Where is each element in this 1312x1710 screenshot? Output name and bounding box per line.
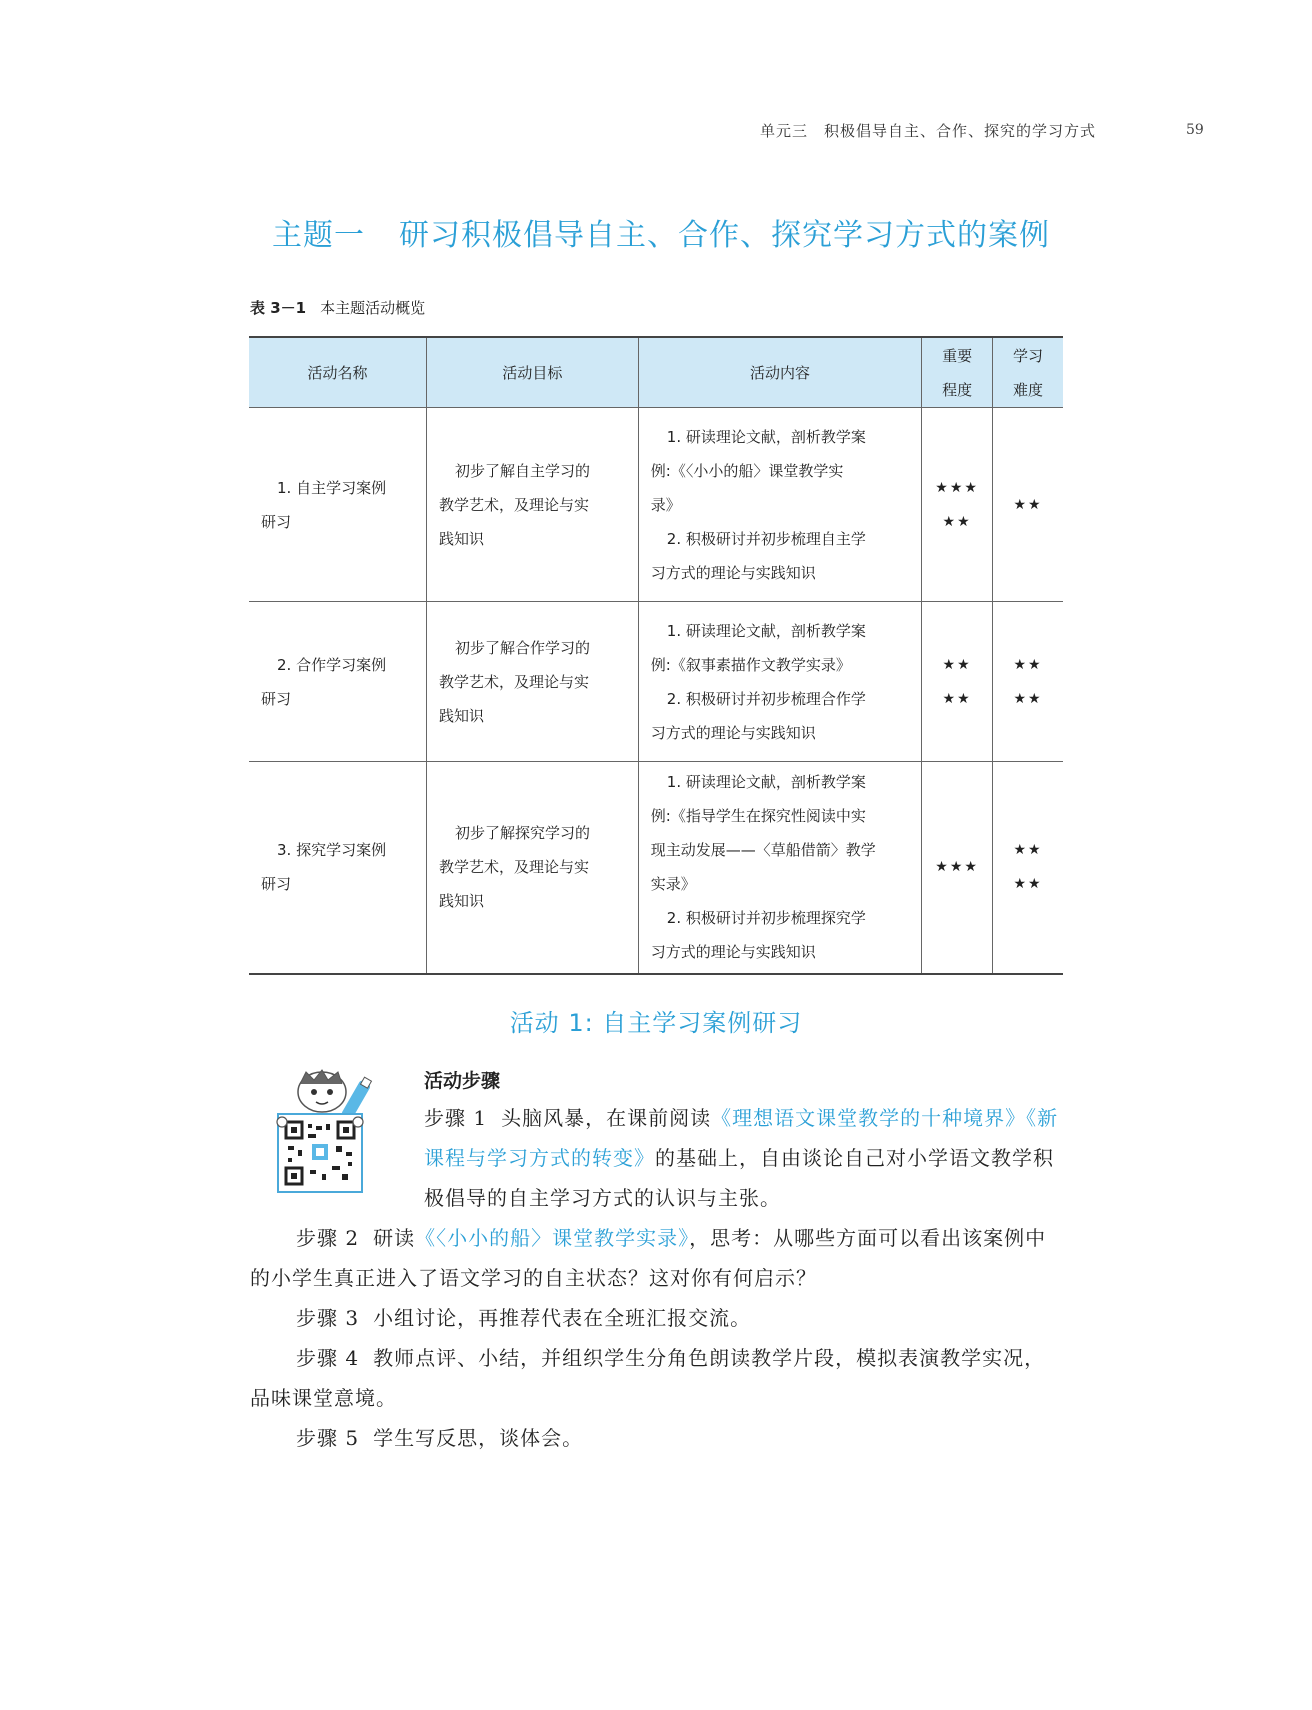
- header-importance-line1: 重要: [942, 346, 973, 365]
- row-name-line: 1. 自主学习案例: [277, 478, 387, 497]
- row-content-line: 1. 研读理论文献，剖析教学案: [666, 773, 866, 792]
- difficulty-stars: ★★: [1013, 876, 1043, 893]
- row-content-line: 2. 积极研讨并初步梳理合作学: [666, 689, 866, 708]
- theme-title: [272, 210, 1050, 254]
- row-name: [249, 602, 427, 762]
- header-difficulty-line2: 难度: [1013, 380, 1044, 399]
- step-3: [250, 1298, 1062, 1338]
- mascot-qr-code-icon[interactable]: [270, 1066, 380, 1196]
- row-goal: [427, 762, 639, 974]
- table-row: [249, 408, 1063, 602]
- step-1-text-a: 头脑风暴，在课前阅读: [501, 1106, 712, 1130]
- row-goal-line: 初步了解自主学习的: [455, 461, 591, 480]
- difficulty-stars: ★★: [1013, 496, 1043, 513]
- row-name-line: 3. 探究学习案例: [277, 841, 387, 860]
- difficulty-stars: ★★: [1013, 656, 1043, 673]
- page-number: 59: [1186, 122, 1204, 138]
- table-caption-title: 本主题活动概览: [320, 299, 426, 317]
- row-goal-line: 践知识: [439, 529, 485, 548]
- row-content-line: 习方式的理论与实践知识: [650, 943, 816, 962]
- row-content-line: 1. 研读理论文献，剖析教学案: [666, 621, 866, 640]
- row-content-line: 例:《〈小小的船〉课堂教学实: [650, 461, 844, 480]
- table-row: [249, 762, 1063, 974]
- row-importance: [922, 602, 993, 762]
- header-goal: 活动目标: [427, 337, 639, 408]
- theme-label: 主题一: [272, 218, 365, 253]
- row-difficulty: [993, 762, 1063, 974]
- row-difficulty: [993, 408, 1063, 602]
- row-goal-line: 初步了解探究学习的: [455, 824, 591, 843]
- row-content-line: 实录》: [650, 875, 696, 894]
- step-1-text-b: 的基础上，自由谈论自己对小学语文教学积极倡导的自主学习方式的认识与主张。: [424, 1146, 1054, 1210]
- difficulty-stars: ★★: [1013, 690, 1043, 707]
- row-goal-line: 践知识: [439, 706, 485, 725]
- row-content: [638, 408, 921, 602]
- importance-stars: ★★: [942, 690, 972, 707]
- table-header-row: [249, 337, 1063, 408]
- row-goal-line: 践知识: [439, 892, 485, 911]
- step-2-text-a: 研读: [373, 1226, 416, 1250]
- row-goal-line: 教学艺术，及理论与实: [439, 858, 590, 877]
- row-content: [638, 762, 921, 974]
- row-content-line: 录》: [650, 495, 681, 514]
- row-goal: [427, 408, 639, 602]
- step-4-text: 教师点评、小结，并组织学生分角色朗读教学片段，模拟表演教学实况，品味课堂意境。: [250, 1346, 1046, 1410]
- row-content-line: 现主动发展——〈草船借箭〉教学: [650, 841, 876, 860]
- importance-stars: ★★★: [935, 479, 979, 496]
- row-name: [249, 408, 427, 602]
- table-row: [249, 602, 1063, 762]
- header-content: 活动内容: [638, 337, 921, 408]
- step-4-label: 步骤 4: [296, 1346, 360, 1370]
- step-5-label: 步骤 5: [296, 1426, 360, 1450]
- row-name-line: 研习: [261, 875, 292, 894]
- table-number: 表 3－1: [250, 299, 307, 317]
- step-2-label: 步骤 2: [296, 1226, 360, 1250]
- importance-stars: ★★: [942, 656, 972, 673]
- row-name-line: 研习: [261, 689, 292, 708]
- step-2-text-b: ，思考：从哪些方面可以看出该案例中的小学生真正进入了语文学习的自主状态？这对你有何启示？: [250, 1226, 1047, 1290]
- step-3-text: 小组讨论，再推荐代表在全班汇报交流。: [373, 1306, 752, 1330]
- row-content-line: 习方式的理论与实践知识: [650, 723, 816, 742]
- header-difficulty: [993, 337, 1063, 408]
- row-content-line: 习方式的理论与实践知识: [650, 563, 816, 582]
- row-content-line: 1. 研读理论文献，剖析教学案: [666, 427, 866, 446]
- row-content-line: 2. 积极研讨并初步梳理探究学: [666, 909, 866, 928]
- step-2-reading-link[interactable]: 《〈小小的船〉课堂教学实录》: [415, 1226, 690, 1250]
- row-goal-line: 教学艺术，及理论与实: [439, 495, 590, 514]
- steps-heading: 活动步骤: [424, 1070, 501, 1092]
- row-difficulty: [993, 602, 1063, 762]
- step-4: [250, 1338, 1062, 1418]
- header-importance: [922, 337, 993, 408]
- step-1-reading-link-a[interactable]: 《理想语文课堂教学的十种境界》: [711, 1106, 1027, 1130]
- importance-stars: ★★★: [935, 859, 979, 876]
- row-content-line: 2. 积极研讨并初步梳理自主学: [666, 529, 866, 548]
- step-3-label: 步骤 3: [296, 1306, 360, 1330]
- row-content: [638, 602, 921, 762]
- row-content-line: 例:《指导学生在探究性阅读中实: [650, 807, 866, 826]
- step-5-text: 学生写反思，谈体会。: [373, 1426, 584, 1450]
- header-difficulty-line1: 学习: [1013, 346, 1044, 365]
- importance-stars: ★★: [942, 513, 972, 530]
- row-importance: [922, 408, 993, 602]
- header-name: 活动名称: [249, 337, 427, 408]
- row-name: [249, 762, 427, 974]
- activity-overview-table: [249, 336, 1063, 975]
- step-2: [250, 1218, 1062, 1298]
- running-head: 单元三 积极倡导自主、合作、探究的学习方式: [760, 122, 1097, 140]
- activity-title: 活动 1: 自主学习案例研习: [509, 1009, 803, 1037]
- row-name-line: 2. 合作学习案例: [277, 655, 387, 674]
- row-content-line: 例:《叙事素描作文教学实录》: [650, 655, 851, 674]
- step-1-reading-link-b[interactable]: 《新课程与学习方式的转变》: [424, 1106, 1059, 1170]
- row-goal-line: 初步了解合作学习的: [455, 638, 591, 657]
- step-1-label: 步骤 1: [424, 1106, 488, 1130]
- row-goal: [427, 602, 639, 762]
- step-1: [424, 1098, 1064, 1218]
- difficulty-stars: ★★: [1013, 842, 1043, 859]
- row-goal-line: 教学艺术，及理论与实: [439, 672, 590, 691]
- step-5: [250, 1418, 1062, 1458]
- row-name-line: 研习: [261, 512, 292, 531]
- theme-heading: 研习积极倡导自主、合作、探究学习方式的案例: [399, 218, 1050, 253]
- table-caption: [250, 297, 425, 318]
- row-importance: [922, 762, 993, 974]
- header-importance-line2: 程度: [942, 380, 973, 399]
